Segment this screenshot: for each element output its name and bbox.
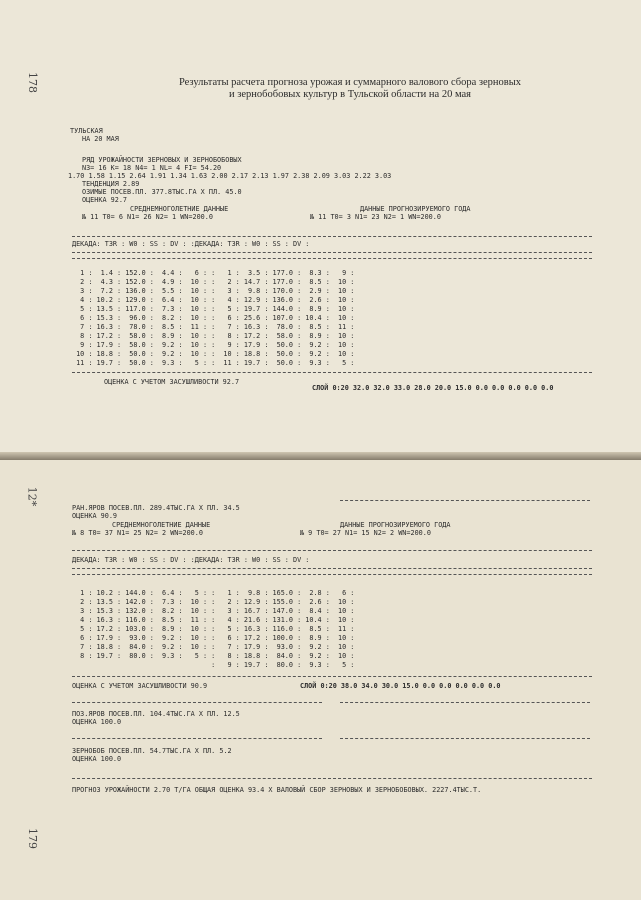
series-values: 1.70 1.58 1.15 2.64 1.91 1.34 1.63 2.00 2.17 2.13 1.97 2.38 2.09 3.03 2.22 3.03	[68, 172, 392, 180]
forecast-data-params: № 11 T0= 3 N1= 23 N2= 1 WN=200.0	[310, 213, 441, 221]
legumes-score: ОЦЕНКА 100.0	[72, 755, 122, 763]
legumes-sowing: ЗЕРНОБОБ ПОСЕВ.ПЛ. 54.7ТЫС.ГА X ПЛ. 5.2	[72, 747, 232, 755]
summary-rule	[72, 778, 592, 779]
late-spring-score: ОЦЕНКА 100.0	[72, 718, 122, 726]
title-line-2: и зернобобовых культур в Тульской области на 20 мая	[228, 89, 472, 100]
table-bottom-rule	[72, 372, 592, 373]
table-header-rule-2	[72, 258, 592, 259]
table-row: 1 : 1.4 : 152.0 : 4.4 : 6 : : 1 : 3.5 : 177.0 : 8.3 : 9 :	[72, 269, 355, 277]
table-row: 6 : 15.3 : 96.0 : 8.2 : 10 : : 6 : 25.6 : 107.0 : 10.4 : 10 :	[72, 314, 355, 322]
forecast-data-title: ДАННЫЕ ПРОГНОЗИРУЕМОГО ГОДА	[360, 205, 471, 213]
drought-score: ОЦЕНКА С УЧЕТОМ ЗАСУШЛИВОСТИ 92.7	[104, 378, 240, 386]
soil-layer: СЛОЙ 0:20 38.0 34.0 30.0 15.0 0.0 0.0 0.0 0.0 0.0	[300, 682, 501, 690]
section-rule	[340, 500, 590, 501]
table-row: 1 : 10.2 : 144.0 : 6.4 : 5 : : 1 : 9.8 : 165.0 : 2.8 : 6 :	[72, 589, 355, 597]
winter-sowing: ОЗИМЫЕ ПОСЕВ.ПЛ. 377.8ТЫС.ГА X ПЛ. 45.0	[82, 188, 242, 196]
series-title: РЯД УРОЖАЙНОСТИ ЗЕРНОВЫХ И ЗЕРНОБОБОВЫХ	[82, 156, 242, 164]
region-label: ТУЛЬСКАЯ	[70, 127, 103, 135]
soil-layer: СЛОЙ 0:20 32.0 32.0 33.0 28.0 20.0 15.0 0.0 0.0 0.0 0.0 0.0	[312, 384, 554, 392]
table-top-rule	[72, 550, 592, 551]
table-row: 7 : 18.8 : 84.0 : 9.2 : 10 : : 7 : 17.9 : 93.0 : 9.2 : 10 :	[72, 643, 355, 651]
table-row: 2 : 4.3 : 152.0 : 4.9 : 10 : : 2 : 14.7 : 177.0 : 8.5 : 10 :	[72, 278, 355, 286]
table-row: 2 : 13.5 : 142.0 : 7.3 : 10 : : 2 : 12.9 : 155.0 : 2.6 : 10 :	[72, 598, 355, 606]
table-row: 5 : 17.2 : 103.0 : 8.9 : 10 : : 5 : 16.3 : 116.0 : 8.5 : 11 :	[72, 625, 355, 633]
table-row: 10 : 18.8 : 50.0 : 9.2 : 10 : : 10 : 18.8 : 50.0 : 9.2 : 10 :	[72, 350, 355, 358]
forecast-data-title: ДАННЫЕ ПРОГНОЗИРУЕМОГО ГОДА	[340, 521, 451, 529]
table-row: : 9 : 19.7 : 80.0 : 9.3 : 5 :	[72, 661, 355, 669]
section-rule	[72, 702, 322, 703]
table-row: 4 : 10.2 : 129.0 : 6.4 : 10 : : 4 : 12.9 : 136.0 : 2.6 : 10 :	[72, 296, 355, 304]
score-label: ОЦЕНКА 92.7	[82, 196, 128, 204]
table-row: 5 : 13.5 : 117.0 : 7.3 : 10 : : 5 : 19.7 : 144.0 : 8.9 : 10 :	[72, 305, 355, 313]
table-header: ДЕКАДА: T3R : W0 : SS : DV : :ДЕКАДА: T3R : W0 : SS : DV :	[72, 240, 310, 248]
section-rule	[340, 738, 590, 739]
page-179	[0, 460, 641, 900]
table-row: 9 : 17.9 : 58.0 : 9.2 : 10 : : 9 : 17.9 : 50.0 : 9.2 : 10 :	[72, 341, 355, 349]
spring-sowing: РАН.ЯРОВ ПОСЕВ.ПЛ. 289.4ТЫС.ГА X ПЛ. 34.5	[72, 504, 240, 512]
table-row: 6 : 17.9 : 93.0 : 9.2 : 10 : : 6 : 17.2 : 100.0 : 8.9 : 10 :	[72, 634, 355, 642]
avg-data-title: СРЕДНЕМНОГОЛЕТНИЕ ДАННЫЕ	[112, 521, 211, 529]
page-title	[140, 77, 560, 101]
avg-data-params: № 8 T0= 37 N1= 25 N2= 2 WN=200.0	[72, 529, 203, 537]
score-label: ОЦЕНКА 90.9	[72, 512, 118, 520]
table-top-rule	[72, 236, 592, 237]
avg-data-params: № 11 T0= 6 N1= 26 N2= 1 WN=200.0	[82, 213, 213, 221]
series-params: N3= 16 K= 18 N4= 1 NL= 4 FI= 54.20	[82, 164, 222, 172]
side-mark: 12*	[25, 486, 39, 507]
drought-score: ОЦЕНКА С УЧЕТОМ ЗАСУШЛИВОСТИ 90.9	[72, 682, 208, 690]
page-number: 178	[26, 72, 39, 93]
table-header-rule	[72, 252, 592, 253]
title-line-1: Результаты расчета прогноза урожая и суммарного валового сбора зерновых	[178, 77, 522, 88]
date-label: НА 20 МАЯ	[82, 135, 119, 143]
table-row: 8 : 17.2 : 58.0 : 8.9 : 10 : : 8 : 17.2 : 58.0 : 8.9 : 10 :	[72, 332, 355, 340]
table-header-rule-2	[72, 574, 592, 575]
table-row: 11 : 19.7 : 50.0 : 9.3 : 5 : : 11 : 19.7 : 50.0 : 9.3 : 5 :	[72, 359, 355, 367]
table-row: 7 : 16.3 : 78.0 : 8.5 : 11 : : 7 : 16.3 : 78.0 : 8.5 : 11 :	[72, 323, 355, 331]
table-bottom-rule	[72, 676, 592, 677]
table-header-rule	[72, 568, 592, 569]
table-row: 3 : 7.2 : 136.0 : 5.5 : 10 : : 3 : 9.8 : 170.0 : 2.9 : 10 :	[72, 287, 355, 295]
trend-label: ТЕНДЕНЦИЯ 2.89	[82, 180, 140, 188]
late-spring-sowing: ПОЗ.ЯРОВ ПОСЕВ.ПЛ. 104.4ТЫС.ГА X ПЛ. 12.5	[72, 710, 240, 718]
table-row: 4 : 16.3 : 116.0 : 8.5 : 11 : : 4 : 21.6 : 131.0 : 10.4 : 10 :	[72, 616, 355, 624]
table-row: 3 : 15.3 : 132.0 : 8.2 : 10 : : 3 : 16.7 : 147.0 : 8.4 : 10 :	[72, 607, 355, 615]
table-header: ДЕКАДА: T3R : W0 : SS : DV : :ДЕКАДА: T3R : W0 : SS : DV :	[72, 556, 310, 564]
avg-data-title: СРЕДНЕМНОГОЛЕТНИЕ ДАННЫЕ	[130, 205, 229, 213]
forecast-summary: ПРОГНОЗ УРОЖАЙНОСТИ 2.70 Т/ГА ОБЩАЯ ОЦЕНКА 93.4 X ВАЛОВЫЙ СБОР ЗЕРНОВЫХ И ЗЕРНОБОБОВЫХ. 2227.4ТЫС.Т.	[72, 786, 482, 794]
section-rule	[72, 738, 322, 739]
page-number: 179	[26, 828, 39, 849]
section-rule	[340, 702, 590, 703]
forecast-data-params: № 9 T0= 27 N1= 15 N2= 2 WN=200.0	[300, 529, 431, 537]
table-row: 8 : 19.7 : 80.0 : 9.3 : 5 : : 8 : 18.8 : 84.0 : 9.2 : 10 :	[72, 652, 355, 660]
